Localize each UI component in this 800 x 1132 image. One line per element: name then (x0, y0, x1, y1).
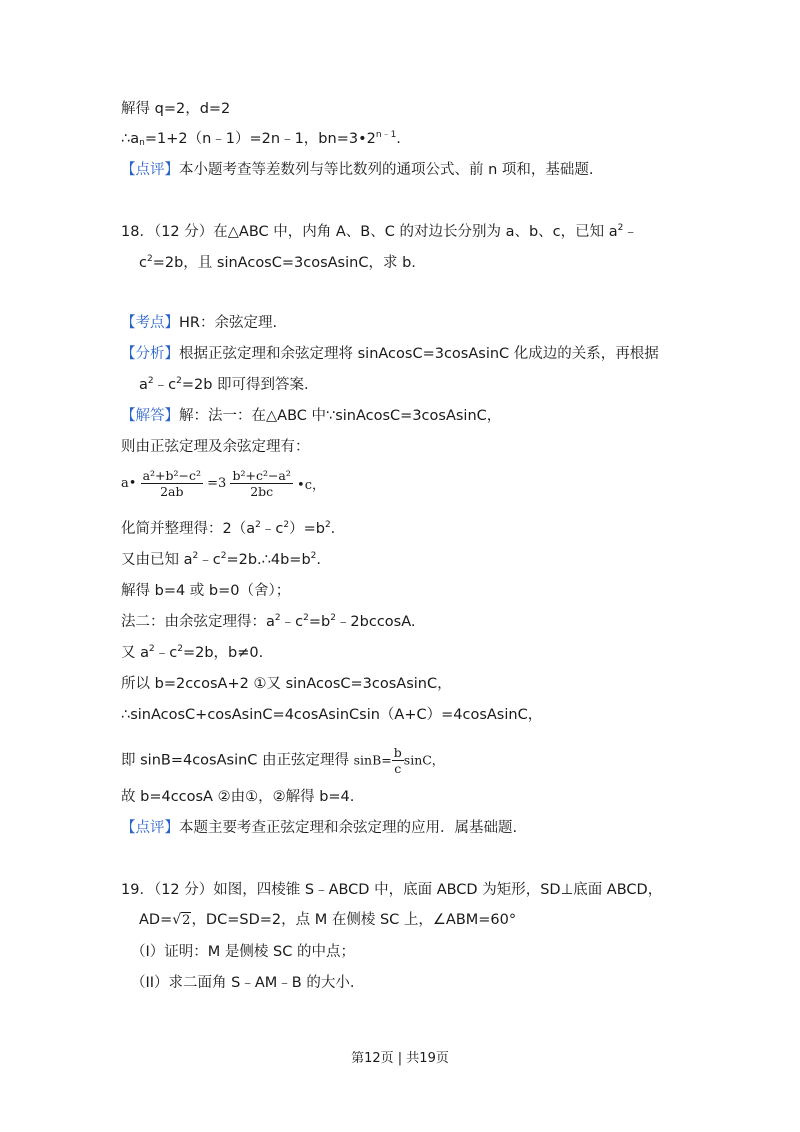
analysis-line-2 (139, 375, 309, 395)
text-span: c (139, 255, 147, 271)
superscript: 2 (324, 520, 331, 530)
text-span: ，DC=SD=2，点 M 在侧棱 SC 上，∠ABM=60° (191, 912, 517, 928)
solution-line-hence: 故 b=4ccosA ②由①，②解得 b=4. (121, 789, 355, 805)
fraction-sinb (392, 745, 404, 776)
superscript: 2 (192, 551, 199, 561)
superscript: 2 (303, 613, 309, 623)
solution-line-1 (121, 406, 501, 426)
knowledge-text: HR：余弦定理. (179, 315, 278, 331)
comment-tag: 【点评】 (121, 162, 179, 178)
text-span: 化简并整理得：2（a (121, 521, 256, 537)
superscript: 2 (617, 223, 624, 233)
text-span: 即 sinB=4cosAsinC 由正弦定理得 (121, 752, 350, 769)
knowledge-tag: 【考点】 (121, 315, 179, 331)
comment-text: 本小题考查等差数列与等比数列的通项公式、前 n 项和，基础题. (179, 162, 594, 178)
text-span: ﹣c (154, 645, 178, 661)
eq-text: sinC， (403, 752, 445, 768)
solution-tag: 【解答】 (121, 408, 179, 424)
subscript: n (139, 138, 145, 148)
eq-text: •c， (297, 478, 325, 493)
comment-text: 本题主要考查正弦定理和余弦定理的应用．属基础题. (179, 820, 518, 836)
sqrt-sign: √ (172, 912, 182, 928)
text-span: =2b，且 sinAcosC=3cosAsinC，求 b. (152, 255, 416, 271)
fraction-denominator: c (394, 761, 402, 776)
question-18-line-2 (139, 253, 416, 273)
text-span: 18．（12 分）在△ABC 中，内角 A、B、C 的对边长分别为 a、b、c，已知 a (121, 224, 618, 240)
solution-line-solve: 解得 b=4 或 b=0（舍）； (121, 583, 291, 599)
text-span: . (316, 552, 321, 568)
text-span: =1+2（n﹣1）=2n﹣1，bn=3•2 (144, 131, 376, 147)
fraction-numerator: a²+b²−c² (142, 468, 201, 483)
superscript: 2 (147, 376, 154, 386)
text-span: =2b.∴4b=b (226, 552, 311, 568)
text-span: . (330, 521, 336, 537)
fraction-numerator: b²+c²−a² (232, 468, 291, 483)
question-19-line-1: 19．（12 分）如图，四棱锥 S﹣ABCD 中，底面 ABCD 为矩形，SD⊥底面 ABCD， (121, 882, 663, 898)
superscript: 2 (220, 551, 227, 561)
page-footer: 第12页 | 共19页 (351, 1051, 449, 1066)
question-19-line-2 (139, 910, 516, 931)
text-span: =2b 即可得到答案. (181, 377, 309, 393)
text-span: 又 a (121, 645, 149, 661)
superscript: 2 (149, 644, 155, 654)
text-span: ﹣c (153, 377, 177, 393)
text-span: 法二：由余弦定理得：a (121, 614, 275, 630)
comment-line-18 (121, 818, 517, 838)
superscript: 2 (255, 520, 261, 530)
superscript: 2 (176, 376, 182, 386)
fraction-1 (141, 468, 203, 499)
superscript: n﹣1 (375, 130, 397, 140)
comment-tag: 【点评】 (121, 820, 179, 836)
analysis-tag: 【分析】 (121, 346, 179, 362)
eq-text: sinB= (353, 752, 392, 768)
fraction-2 (230, 468, 292, 499)
superscript: 2 (283, 520, 290, 530)
solution-line-therefore: ∴sinAcosC+cosAsinC=4cosAsinCsin（A+C）=4cosAsinC， (121, 707, 543, 723)
equation-1 (121, 468, 325, 499)
knowledge-point-line (121, 313, 277, 333)
superscript: 2 (146, 254, 153, 264)
solution-line-also (121, 643, 263, 663)
text-span: =b (308, 614, 331, 630)
solution-line-simplify (121, 519, 335, 539)
solution-line-method2 (121, 612, 416, 632)
answer-line-sequences (121, 129, 401, 149)
sqrt-radicand: 2 (182, 913, 191, 928)
text-span: ﹣c (280, 614, 304, 630)
comment-line-17 (121, 160, 594, 180)
solution-line-so: 所以 b=2ccosA+2 ①又 sinAcosC=3cosAsinC， (121, 676, 452, 692)
solution-text: 解：法一：在△ABC 中∵sinAcosC=3cosAsinC， (179, 408, 502, 424)
fraction-denominator: 2bc (250, 484, 274, 499)
solution-line-ie (121, 745, 444, 776)
analysis-line-1 (121, 344, 659, 364)
text-span: AD= (139, 912, 173, 928)
solution-line-then: 则由正弦定理及余弦定理有： (121, 439, 310, 455)
eq-text: =3 (207, 476, 227, 491)
text-span: ﹣c (260, 521, 284, 537)
text-span: a (139, 377, 148, 393)
text-span: ∴a (121, 131, 140, 147)
text-span: =2b，b≠0. (182, 645, 264, 661)
fraction-numerator: b (393, 745, 402, 760)
eq-text: a• (121, 476, 137, 491)
text-span: 又由已知 a (121, 552, 193, 568)
text-span: . (396, 131, 401, 147)
analysis-text: 根据正弦定理和余弦定理将 sinAcosC=3cosAsinC 化成边的关系，再根据 (179, 346, 659, 362)
superscript: 2 (274, 613, 281, 623)
superscript: 2 (330, 613, 336, 623)
question-19-part-1: （I）证明：M 是侧棱 SC 的中点； (131, 944, 355, 960)
text-span: ﹣c (198, 552, 221, 568)
superscript: 2 (310, 551, 317, 561)
text-span: ）=b (289, 521, 325, 537)
answer-line-solution: 解得 q=2，d=2 (121, 101, 231, 117)
question-18-line-1 (121, 222, 638, 242)
text-span: ﹣2bccosA. (335, 614, 416, 630)
superscript: 2 (177, 644, 183, 654)
solution-line-known (121, 550, 321, 570)
text-span: ﹣ (623, 224, 638, 240)
fraction-denominator: 2ab (160, 484, 184, 499)
question-19-part-2: （II）求二面角 S﹣AM﹣B 的大小. (131, 975, 355, 991)
